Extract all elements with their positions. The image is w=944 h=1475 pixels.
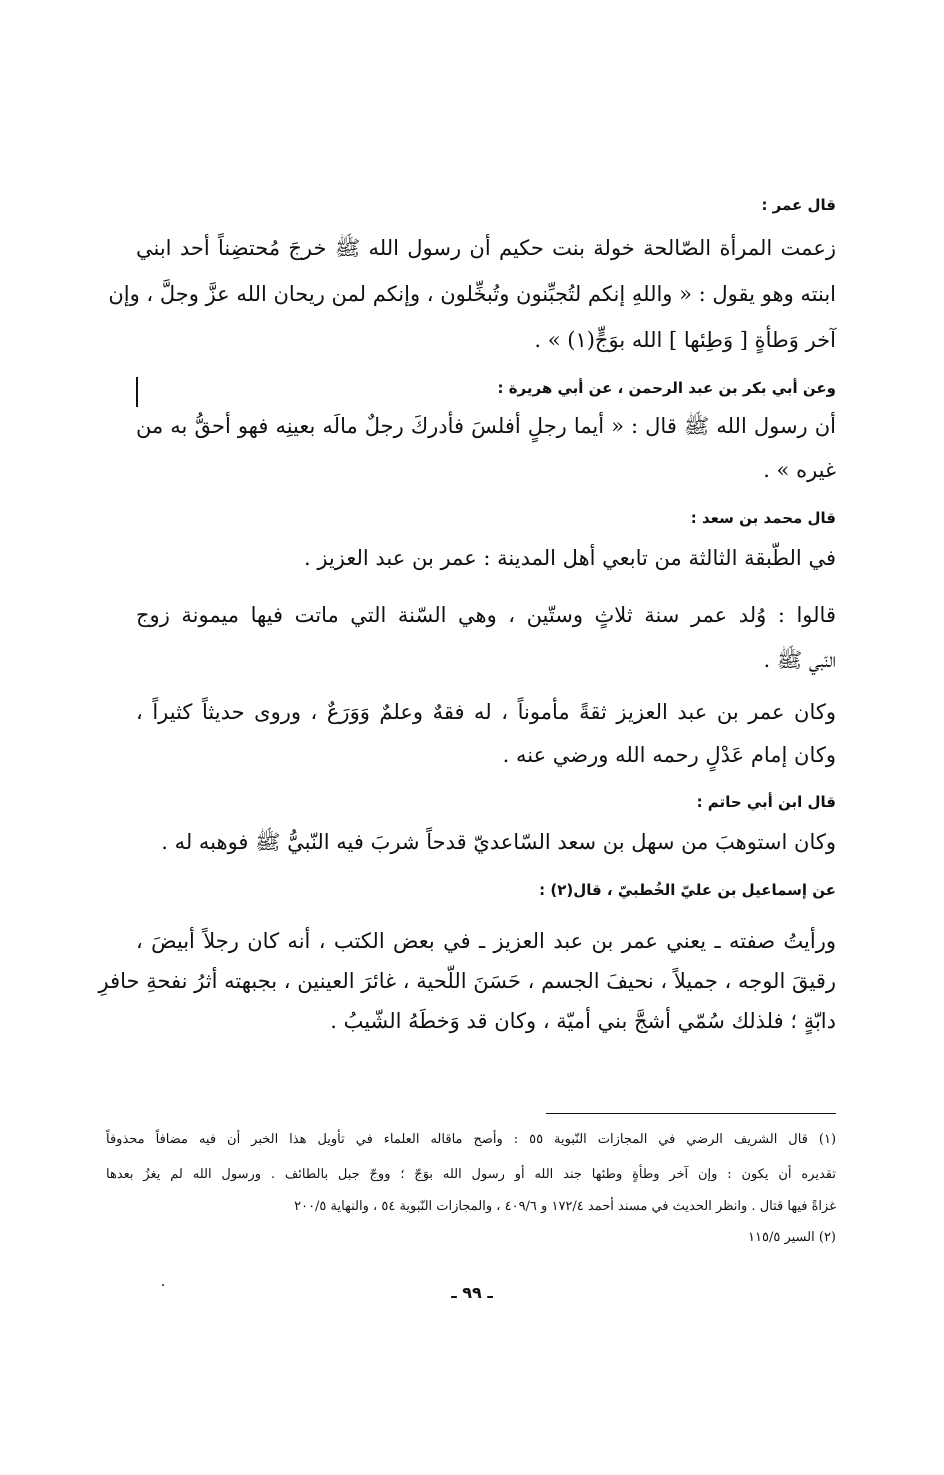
section-heading: وعن أبي بكر بن عبد الرحمن ، عن أبي هريرة : [497,379,836,397]
section-heading: قال محمد بن سعد : [690,509,836,527]
section-heading: قال عمر : [761,196,836,214]
body-line: غيره » . [763,458,836,482]
body-line: وكان استوهبَ من سهل بن سعد السّاعديّ قدحاً شربَ فيه النّبيُّ ﷺ فوهبه له . [161,830,836,854]
scan-speck [162,1284,164,1286]
page-number: ـ ٩٩ ـ [451,1283,493,1302]
section-heading: قال ابن أبي حاتم : [696,793,836,811]
footnote-line: (١) قال الشريف الرضي في المجازات النّبوية ٥٥ : وأصح ماقاله العلماء في تأويل هذا الخبر أن فيه مضافاً محذوفاً [106,1132,837,1147]
body-line: ورأيتُ صفته ـ يعني عمر بن عبد العزيز ـ في بعض الكتب ، أنه كان رجلاً أبيضَ ، [136,929,836,953]
body-line: في الطّبقة الثالثة من تابعي أهل المدينة : عمر بن عبد العزيز . [303,546,836,570]
footnote-separator [546,1113,836,1114]
footnote-line: غزاةً فيها قتال . وانظر الحديث في مسند أحمد ١٧٢/٤ و ٤٠٩/٦ ، والمجازات النّبوية ٥٤ ، والنهاية ٢٠٠/٥ [294,1199,836,1214]
footnote-line: تقديره أن يكون : وإن آخر وطأةٍ وطئها جند الله أو رسول الله بوَجّ ؛ ووجّ جبل بالطائف . ورسول الله لم يغزُ بعدها [106,1167,836,1182]
body-line: قالوا : وُلد عمر سنة ثلاثٍ وستّين ، وهي السّنة التي ماتت فيها ميمونة زوج [136,603,836,627]
body-line: ابنته وهو يقول : « واللهِ إنكم لتُجبِّنون وتُبخِّلون ، وإنكم لمن ريحان الله عزَّ وجلَّ ، وإن [108,282,836,306]
body-line: دابّةٍ ؛ فلذلك سُمّي أشجَّ بني أميّة ، وكان قد وَخطَهُ الشّيبُ . [330,1009,836,1033]
body-line: زعمت المرأة الصّالحة خولة بنت حكيم أن رسول الله ﷺ خرجَ مُحتضِناً أحد ابني [136,236,836,260]
body-line: النّبي ﷺ . [763,648,836,672]
margin-mark [136,377,138,407]
body-line: أن رسول الله ﷺ قال : « أيما رجلٍ أفلسَ فأدركَ رجلٌ مالَه بعينِه فهو أحقُّ به من [136,414,836,438]
body-line: وكان عمر بن عبد العزيز ثقةً مأموناً ، له فقهٌ وعلمٌ وَوَرَعٌ ، وروى حديثاً كثيراً ، [136,700,836,724]
footnote-line: (٢) السير ١١٥/٥ [748,1230,836,1245]
section-heading: عن إسماعيل بن عليّ الخُطبيّ ، قال(٢) : [539,881,836,899]
body-line: وكان إمام عَدْلٍ رحمه الله ورضي عنه . [502,743,836,767]
body-line: رقيقَ الوجه ، جميلاً ، نحيفَ الجسم ، حَسَنَ اللّحية ، غائرَ العينين ، بجبهته أثرُ نفحةِ حافرِ [98,969,836,993]
body-line: آخر وَطأةٍ [ وَطِئها ] الله بوَجٍّ(١) » . [534,328,836,352]
